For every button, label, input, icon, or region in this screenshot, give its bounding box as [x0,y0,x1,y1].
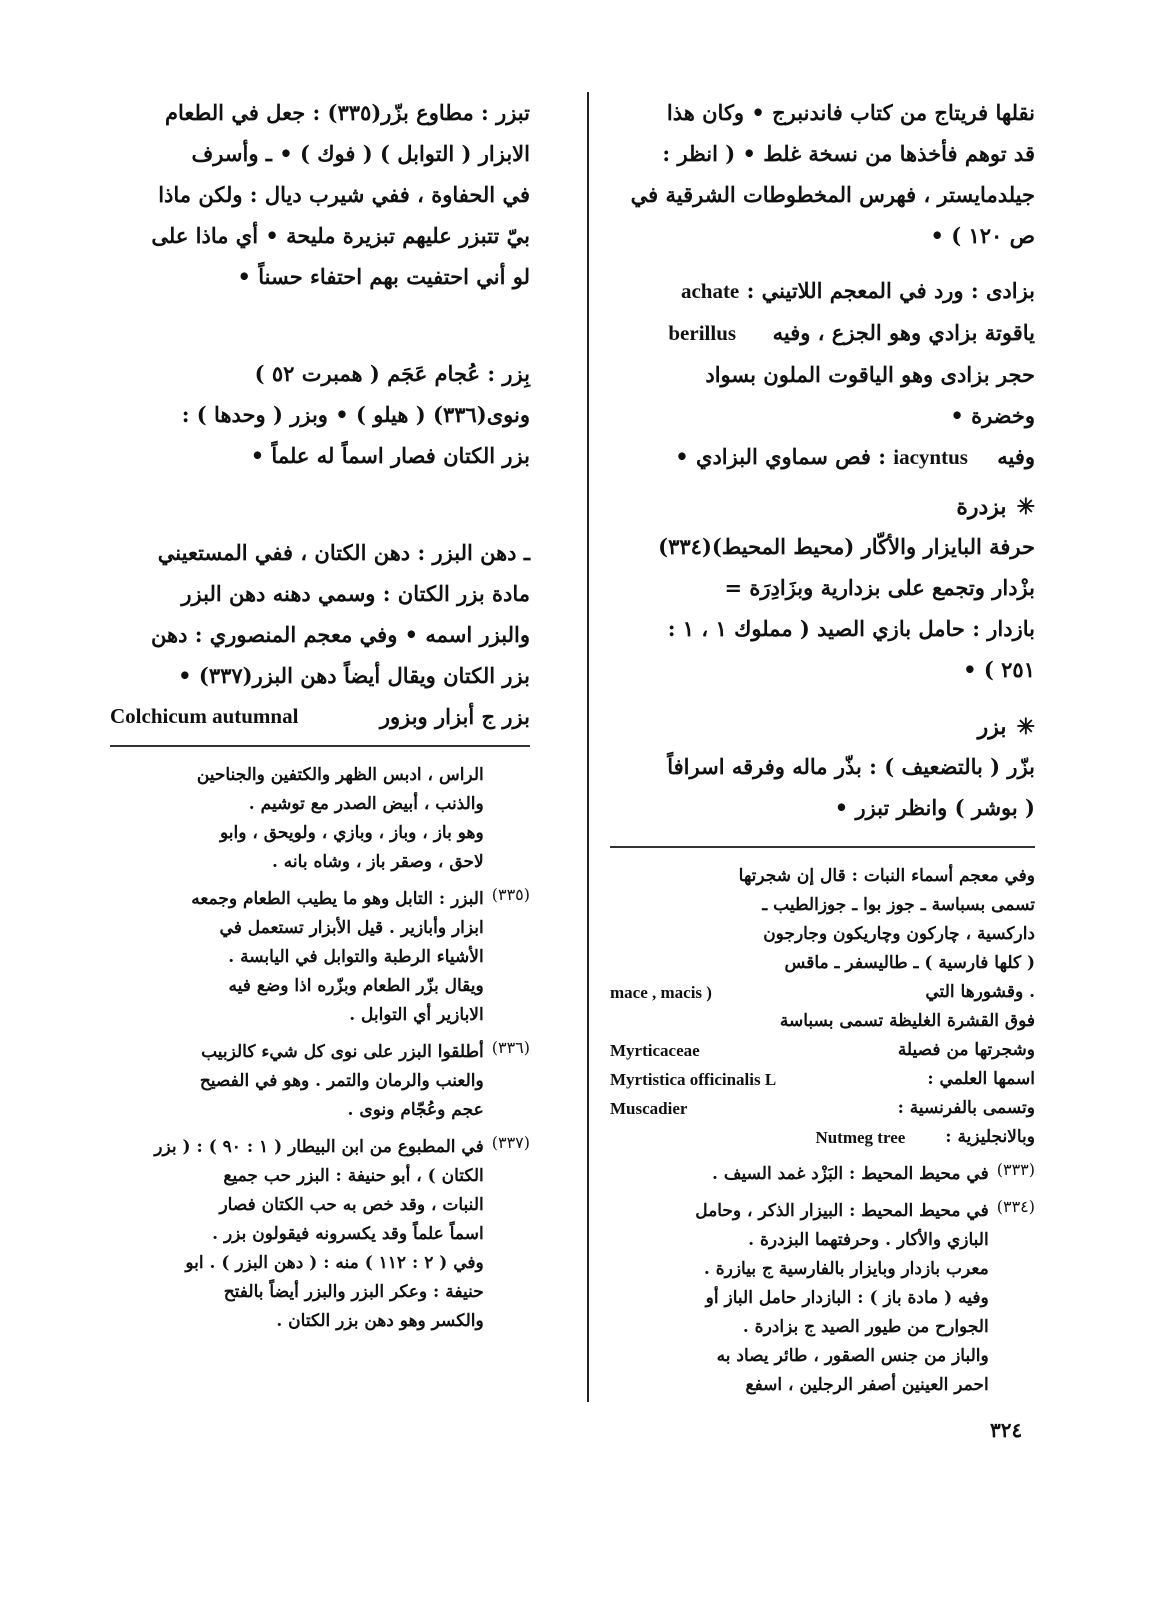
footnote-line: تسمى بسباسة ـ جوز بوا ـ جوزالطيب ـ [762,894,1035,915]
footnote-line: وفيه ( مادة باز ) : البازدار حامل الباز أو [705,1287,989,1308]
footnote-line: في محيط المحيط : البَزْد غمد السيف . [712,1163,989,1184]
text-line: حرفة البايزار والأكّار (محيط المحيط)(٣٣٤) [658,534,1035,559]
footnotes-right [610,862,1035,1400]
left-column [110,92,530,1336]
footnote-333 [610,1160,1035,1189]
latin-term: achate [680,279,740,303]
footnote-line: لاحق ، وصقر باز ، وشاه بانه . [271,851,484,872]
page-number: ٣٢٤ [990,1418,1023,1442]
text-line: ـ دهن البزر : دهن الكتان ، ففي المستعيني [157,540,530,565]
footnote-line [610,1036,1035,1065]
latin-term: mace , macis ) [610,982,712,1002]
footnote-rule [110,745,530,747]
footnote-335 [110,885,530,1030]
headword-bazdara [610,488,1035,526]
footnote-line: فوق القشرة الغليظة تسمى بسباسة [779,1010,1035,1031]
text-line: بزّر ( بالتضعيف ) : بذّر ماله وفرقه اسرافاً [667,754,1035,779]
text-line: بِزر : عُجام عَجَم ( همبرت ٥٢ ) [254,361,530,386]
footnotes-left [110,761,530,1336]
latin-term: Muscadier [610,1098,688,1118]
footnote-line: ( كلها فارسية ) ـ طاليسفر ـ ماقس [784,952,1035,973]
footnote-line: وفي ( ٢ : ١١٢ ) منه : ( دهن البزر ) . ابو [185,1252,484,1273]
footnote-line [610,1123,1035,1152]
footnote-line: والباز من جنس الصقور ، طائر يصاد به [716,1345,989,1366]
footnote-line [610,1094,1035,1123]
asterisk-icon: ✳ [1016,714,1035,740]
footnote-line: النبات ، وقد خص به حب الكتان فصار [219,1194,484,1215]
footnote-text: وتسمى بالفرنسية : [897,1097,1035,1118]
footnote-rule [610,846,1035,848]
footnote-line: والعنب والرمان والتمر . وهو في الفصيح [199,1070,484,1091]
footnote-line: حنيفة : وعكر البزر والبزر أيضاً بالفتح [223,1281,484,1302]
text-line: حجر بزادى وهو الياقوت الملون بسواد [705,362,1035,387]
text-line: بزر الكتان فصار اسماً له علماً • [250,443,530,468]
footnote-continuation [110,761,530,877]
right-column [610,92,1035,1400]
entry-text: : فص سماوي البزادي • [675,444,886,469]
footnote-line: معرب بازدار وبايزار بالفارسية ج بيازرة . [703,1258,989,1279]
latin-term: berillus [668,321,737,345]
text-line: بزْدار وتجمع على بزدارية وبزَادِرَة = [724,575,1035,600]
entry-text: ياقوتة بزادي وهو الجزع ، وفيه [772,320,1035,345]
text-line: الابزار ( التوابل ) ( فوك ) • ـ وأسرف [191,141,530,166]
footnote-line: عجم وعُجّام ونوى . [347,1099,484,1120]
footnote-line: اسماً علماً وقد يكسرونه فيقولون بزر . [212,1223,484,1244]
text-line: نقلها فريتاج من كتاب فاندنبرج • وكان هذا [666,100,1035,125]
footnote-line: داركسية ، چاركون وچاريكون وجارجون [763,923,1035,944]
text-line: ٢٥١ ) • [963,657,1035,682]
text-line: ص ١٢٠ ) • [930,223,1035,248]
footnote-line: ويقال بزّر الطعام وبزّره اذا وضع فيه [228,975,484,996]
footnote-line: البزر : التابل وهو ما يطيب الطعام وجمعه [191,888,484,909]
text-line [610,312,1035,354]
entry-text: وفيه [997,444,1035,469]
footnote-text: وبالانجليزية : [945,1126,1035,1147]
text-line: بزر الكتان ويقال أيضاً دهن البزر(٣٣٧) • [178,663,530,688]
text-line [110,696,530,737]
entry-text: بزادى : ورد في المعجم اللاتيني : [746,278,1035,303]
text-line [610,436,1035,478]
footnote-line: البازي والأكار . وحرفتهما البزدرة . [748,1229,989,1250]
latin-term: Colchicum autumnal [110,704,299,728]
text-line: والبزر اسمه • وفي معجم المنصوري : دهن [151,622,530,647]
footnote-line: أطلقوا البزر على نوى كل شيء كالزبيب [201,1041,484,1062]
footnote-line: الراس ، ادبس الظهر والكتفين والجناحين [196,764,484,785]
text-line: وخضرة • [950,403,1035,428]
footnote-line: الجوارح من طيور الصيد ج بزادرة . [742,1316,989,1337]
footnote-line: وفي معجم أسماء النبات : قال إن شجرتها [738,865,1035,886]
footnote-number: (٣٣٥) [491,884,530,904]
headword-bazr [610,708,1035,746]
column-divider [587,92,589,1402]
footnote-line: ابزار وأبازير . قيل الأبزار تستعمل في [219,917,484,938]
latin-term: Myrticaceae [610,1040,700,1060]
footnote-text: اسمها العلمي : [927,1068,1035,1089]
text-line: ونوى(٣٣٦) ( هيلو ) • وبزر ( وحدها ) : [181,402,530,427]
text-line: لو أني احتفيت بهم احتفاء حسناً • [237,264,530,289]
latin-term: Myrtistica officinalis L [610,1069,777,1089]
footnote-line: الأشياء الرطبة والتوابل في اليابسة . [228,946,484,967]
footnote-334 [610,1197,1035,1400]
footnote-number: (٣٣٣) [996,1159,1035,1179]
latin-term: iacyntus [893,445,968,469]
entry-text: بزر ج أبزار وبزور [379,704,530,729]
footnote-line: الكتان ) ، أبو حنيفة : البزر حب جميع [223,1165,484,1186]
text-line: تبزر : مطاوع بزّر(٣٣٥) : جعل في الطعام [165,100,530,125]
text-line: في الحفاوة ، ففي شيرب ديال : ولكن ماذا [158,182,530,207]
footnote-number: (٣٣٤) [996,1196,1035,1216]
text-line: ( بوشر ) وانظر تبزر • [834,795,1035,820]
text-line: مادة بزر الكتان : وسمي دهنه دهن البزر [181,581,530,606]
footnote-line [610,978,1035,1007]
text-line: جيلدمايستر ، فهرس المخطوطات الشرقية في [630,182,1035,207]
footnote-number: (٣٣٦) [491,1037,530,1057]
text-line: بيّ تتبزر عليهم تبزيرة مليحة • أي ماذا على [151,223,530,248]
entry-bazadi [610,270,1035,312]
text-line: قد توهم فأخذها من نسخة غلط • ( انظر : [662,141,1035,166]
footnote-text: وشجرتها من فصيلة [897,1039,1035,1060]
footnote-line: والذنب ، أبيض الصدر مع توشيم . [248,793,484,814]
asterisk-icon: ✳ [1016,494,1035,520]
footnote-336 [110,1038,530,1125]
headword-text: بزر [977,714,1007,740]
headword-text: بزدرة [956,494,1007,520]
footnote-line: في محيط المحيط : البيزار الذكر ، وحامل [695,1200,989,1221]
text-line: بازدار : حامل بازي الصيد ( مملوك ١ ، ١ : [667,616,1035,641]
footnote-337 [110,1133,530,1336]
footnote-number: (٣٣٧) [491,1132,530,1152]
footnote-line: والكسر وهو دهن بزر الكتان . [276,1310,484,1331]
footnote-text: . وقشورها التي [925,981,1035,1002]
footnote-line [610,1065,1035,1094]
footnote-line: وهو باز ، وباز ، وبازي ، ولويحق ، وابو [219,822,484,843]
footnote-line: في المطبوع من ابن البيطار ( ١ : ٩٠ ) : ( بزر [154,1136,484,1157]
footnote-line: الابازير أي التوابل . [349,1004,484,1025]
latin-term: Nutmeg tree [815,1127,906,1147]
footnote-line: احمر العينين أصفر الرجلين ، اسفع [745,1374,989,1395]
